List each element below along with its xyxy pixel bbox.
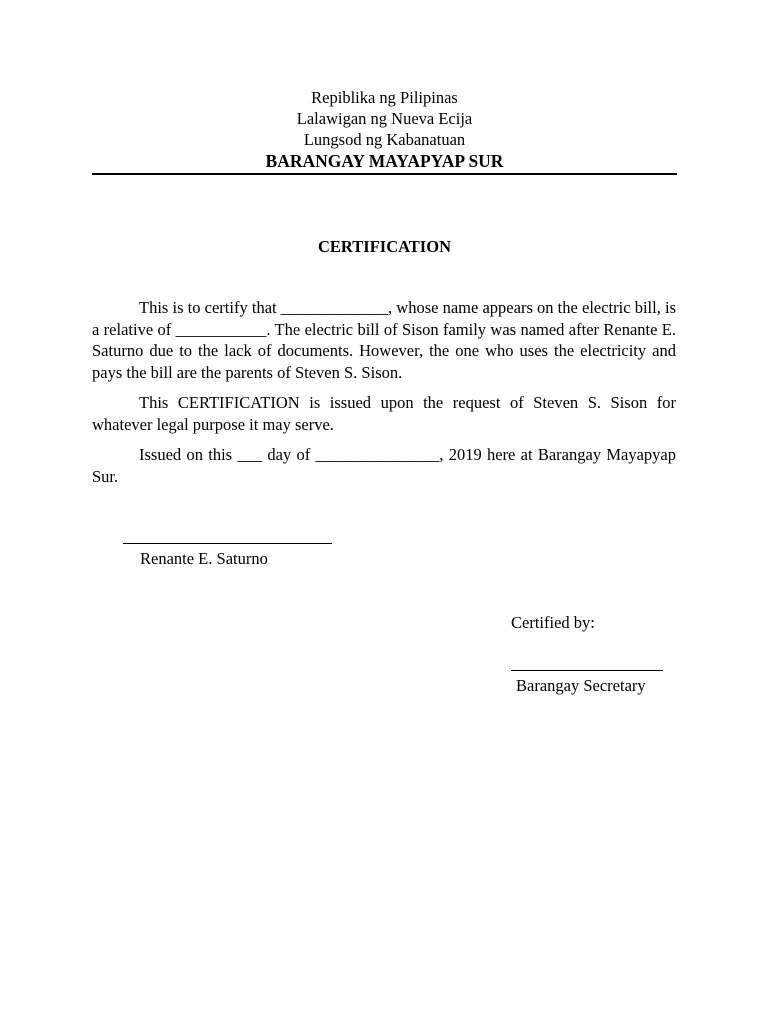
- document-title: CERTIFICATION: [318, 237, 451, 256]
- letterhead-city: Lungsod ng Kabanatuan: [303, 130, 466, 149]
- body-paragraph-1: This is to certify that _____________, whose name appears on the electric bill, is a relative of ___________. The electric bill of Sison family was named after Renante E. Saturno due to the lack of documents. However, the one who uses the electricity and pays the bill are the parents of Steven S. Sison.: [92, 298, 676, 382]
- document-body: [92, 297, 676, 496]
- body-paragraph-2: This CERTIFICATION is issued upon the request of Steven S. Sison for whatever legal purpose it may serve.: [92, 393, 676, 434]
- letterhead-country: Repiblika ng Pilipinas: [311, 88, 458, 107]
- secretary-position: Barangay Secretary: [516, 676, 646, 695]
- header-divider: [92, 173, 677, 175]
- signatory-name: Renante E. Saturno: [140, 549, 268, 568]
- signature-line-requester: [123, 543, 332, 544]
- letterhead: [92, 87, 677, 172]
- letterhead-barangay: BARANGAY MAYAPYAP SUR: [265, 151, 504, 171]
- body-paragraph-3: Issued on this ___ day of _______________, 2019 here at Barangay Mayapyap Sur.: [92, 445, 676, 486]
- letterhead-province: Lalawigan ng Nueva Ecija: [296, 109, 473, 128]
- certified-by-label: Certified by:: [511, 613, 595, 632]
- signature-line-secretary: [511, 670, 663, 671]
